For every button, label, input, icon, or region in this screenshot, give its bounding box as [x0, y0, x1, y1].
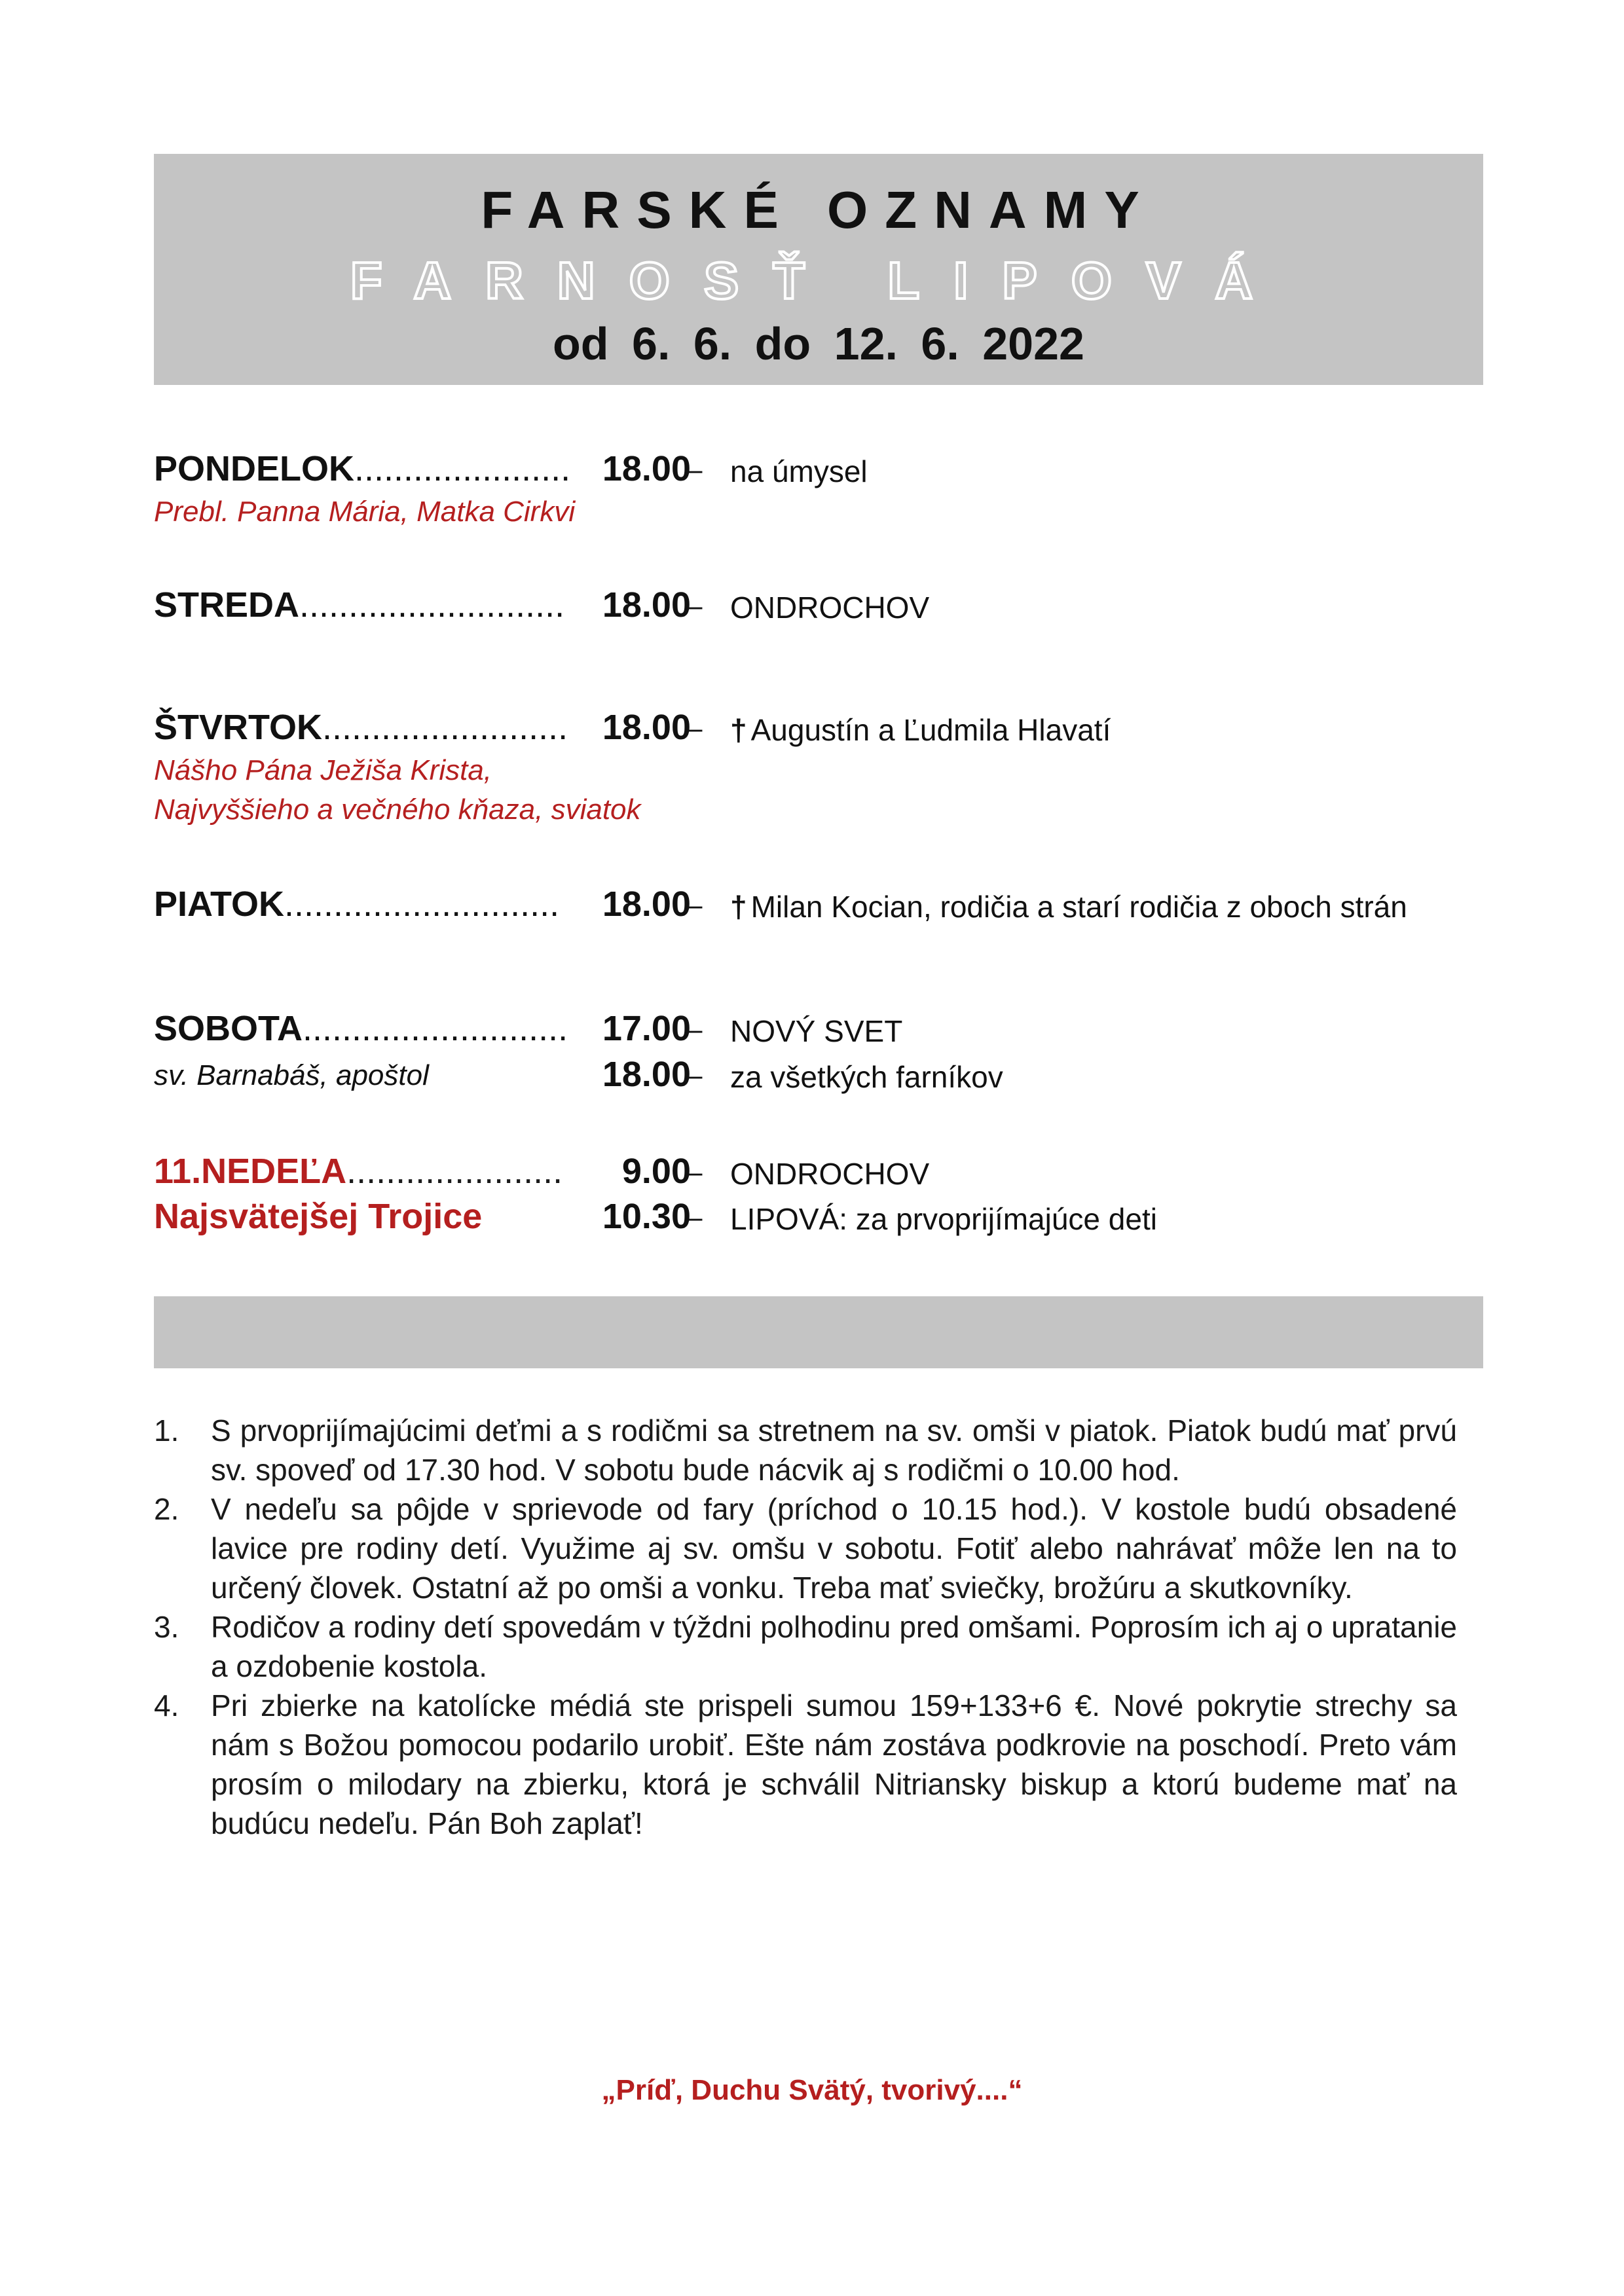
- mass-time: 18.00: [602, 884, 691, 924]
- cross-icon: †: [730, 890, 747, 924]
- feast-note: Prebl. Panna Mária, Matka Cirkvi: [154, 496, 576, 528]
- mass-time: 18.00: [602, 1055, 691, 1094]
- mass-intention: ONDROCHOV: [730, 1157, 930, 1191]
- mass-intention: † Augustín a Ľudmila Hlavatí: [730, 713, 1111, 747]
- dash: –: [686, 1201, 703, 1233]
- dash: –: [686, 1059, 703, 1091]
- dash: –: [686, 454, 703, 486]
- mass-time: 18.00: [602, 585, 691, 625]
- dash: –: [686, 712, 703, 744]
- mass-intention: ONDROCHOV: [730, 591, 930, 625]
- day-label: STREDA...........................: [154, 585, 565, 625]
- mass-intention: na úmysel: [730, 454, 868, 488]
- feast-title: Najsvätejšej Trojice: [154, 1197, 483, 1236]
- day-label: PONDELOK......................: [154, 449, 571, 488]
- schedule-row-nedela: [154, 1151, 691, 1197]
- schedule-row-streda: [154, 585, 691, 630]
- mass-intention: NOVÝ SVET: [730, 1014, 903, 1048]
- date-range: od 6. 6. do 12. 6. 2022: [553, 318, 1084, 369]
- feast-note: Nášho Pána Ježiša Krista,: [154, 754, 492, 786]
- list-item: 3. Rodičov a rodiny detí spovedám v týždni polhodinu pred omšami. Poprosím ich aj o upratanie a ozdobenie kostola.: [154, 1610, 1457, 1683]
- list-item: 2. V nedeľu sa pôjde v sprievode od fary (príchod o 10.15 hod.). V kostole budú obsadené lavice pre rodiny detí. Využime aj sv. omšu v sobotu. Fotiť alebo nahrávať môže len na to určený človek. Ostatní až po omši a vonku. Treba mať sviečky, brožúru a skutkovníky.: [154, 1492, 1457, 1605]
- mass-time: 18.00: [602, 449, 691, 488]
- page-title: FARSKÉ OZNAMY: [481, 181, 1156, 239]
- schedule-row-nedela-second: [154, 1196, 691, 1242]
- footer-quote: „Príď, Duchu Svätý, tvorivý....“: [601, 2074, 1023, 2106]
- day-label: PIATOK............................: [154, 884, 560, 924]
- mass-time: 17.00: [602, 1009, 691, 1048]
- mass-time: 10.30: [602, 1197, 691, 1236]
- day-label: SOBOTA...........................: [154, 1009, 568, 1048]
- day-label: 11.NEDEĽA......................: [154, 1152, 563, 1191]
- mass-intention: za všetkých farníkov: [730, 1060, 1003, 1094]
- cross-icon: †: [730, 713, 747, 747]
- feast-note: Najvyššieho a večného kňaza, sviatok: [154, 793, 641, 826]
- schedule-row-sobota: [154, 1008, 691, 1054]
- schedule-row-sobota-second: [154, 1054, 691, 1100]
- dash: –: [686, 1156, 703, 1188]
- list-item: 4. Pri zbierke na katolícke médiá ste prispeli sumou 159+133+6 €. Nové pokrytie strechy sa nám s Božou pomocou podarilo urobiť. Ešte nám zostáva podkrovie na poschodí. Preto vám prosím o milodary na zbierku, ktorá je schválil Nitriansky biskup a ktorú budeme mať na budúcu nedeľu. Pán Boh zaplať!: [154, 1688, 1457, 1840]
- schedule-row-pondelok: [154, 448, 691, 494]
- mass-time: 9.00: [621, 1152, 691, 1191]
- feast-note: sv. Barnabáš, apoštol: [154, 1059, 429, 1091]
- mass-intention: LIPOVÁ: za prvoprijímajúce deti: [730, 1202, 1157, 1236]
- dash: –: [686, 1013, 703, 1046]
- header-banner: [154, 154, 1483, 385]
- mass-time: 18.00: [602, 708, 691, 747]
- parish-name: FARNOSŤ LIPOVÁ: [350, 251, 1287, 310]
- dash: –: [686, 889, 703, 921]
- schedule-row-piatok: [154, 884, 691, 930]
- notices-list: [154, 1411, 1457, 1843]
- dash: –: [686, 590, 703, 622]
- section-divider: [154, 1296, 1483, 1368]
- mass-intention: † Milan Kocian, rodičia a starí rodičia z oboch strán: [730, 890, 1407, 924]
- day-label: ŠTVRTOK.........................: [154, 708, 568, 747]
- schedule-row-stvrtok: [154, 707, 691, 753]
- list-item: 1. S prvoprijímajúcimi deťmi a s rodičmi sa stretnem na sv. omši v piatok. Piatok budú mať prvú sv. spoveď od 17.30 hod. V sobotu bude nácvik aj s rodičmi o 10.00 hod.: [154, 1413, 1457, 1487]
